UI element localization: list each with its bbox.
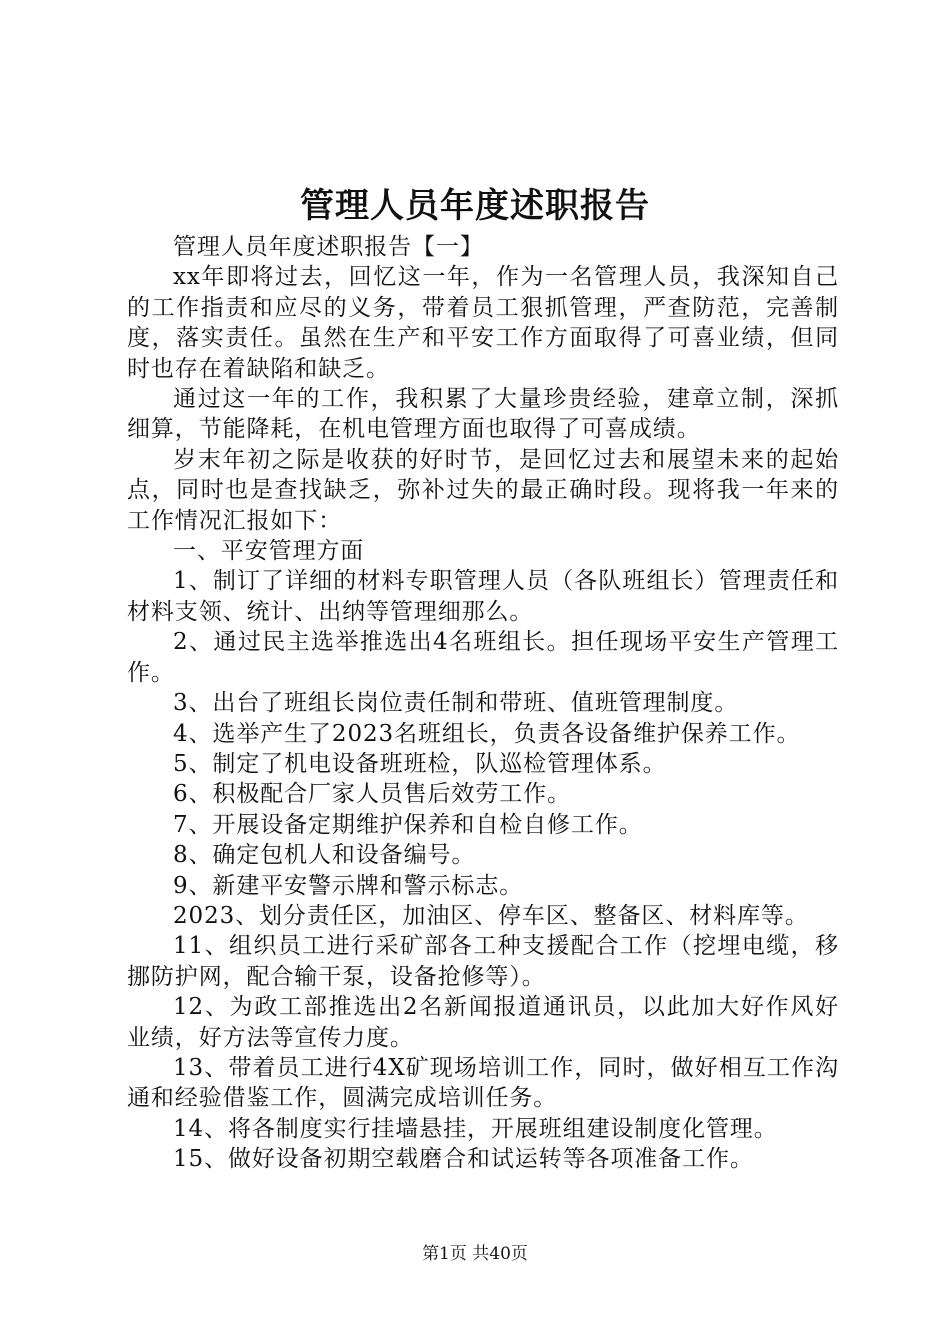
list-item: 2、通过民主选举推选出4名班组长。担任现场平安生产管理工作。: [127, 629, 839, 686]
list-item: 11、组织员工进行采矿部各工种支援配合工作（挖埋电缆，移挪防护网，配合输干泵，设备抢修等）。: [127, 933, 839, 990]
list-item: 6、积极配合厂家人员售后效劳工作。: [173, 781, 571, 808]
subsection-heading: 一、平安管理方面: [173, 538, 365, 565]
list-item: 9、新建平安警示牌和警示标志。: [173, 872, 524, 899]
list-item: 15、做好设备初期空载磨合和试运转等各项准备工作。: [173, 1146, 754, 1173]
list-item: 8、确定包机人和设备编号。: [173, 842, 476, 869]
list-item: 14、将各制度实行挂墙悬挂，开展班组建设制度化管理。: [173, 1115, 778, 1142]
document-body: [127, 232, 839, 1175]
list-item: 4、选举产生了2023名班组长，负责各设备维护保养工作。: [173, 720, 801, 747]
paragraph: xx年即将过去，回忆这一年，作为一名管理人员，我深知自己的工作指责和应尽的义务，带着员工狠抓管理，严查防范，完善制度，落实责任。虽然在生产和平安工作方面取得了可喜业绩，但同时也存在着缺陷和缺乏。: [127, 264, 839, 382]
paragraph: 通过这一年的工作，我积累了大量珍贵经验，建章立制，深抓细算，节能降耗，在机电管理方面也取得了可喜成绩。: [127, 386, 839, 443]
section-heading: 管理人员年度述职报告【一】: [173, 234, 484, 260]
paragraph: 岁末年初之际是收获的好时节，是回忆过去和展望未来的起始点，同时也是查找缺乏，弥补过失的最正确时段。现将我一年来的工作情况汇报如下：: [127, 446, 839, 534]
list-item: 13、带着员工进行4X矿现场培训工作，同时，做好相互工作沟通和经验借鉴工作，圆满完成培训任务。: [127, 1054, 839, 1112]
list-item: 3、出台了班组长岗位责任制和带班、值班管理制度。: [173, 690, 739, 717]
list-item: 2023、划分责任区，加油区、停车区、整备区、材料库等。: [173, 902, 809, 929]
list-item: 12、为政工部推选出2名新闻报道通讯员，以此加大好作风好业绩，好方法等宣传力度。: [127, 994, 839, 1051]
list-item: 7、开展设备定期维护保养和自检自修工作。: [173, 811, 643, 838]
page-footer: 第1页 共40页: [422, 1244, 528, 1264]
list-item: 5、制定了机电设备班班检，队巡检管理体系。: [173, 750, 667, 777]
document-title: 管理人员年度述职报告: [300, 186, 650, 226]
list-item: 1、制订了详细的材料专职管理人员（各队班组长）管理责任和材料支领、统计、出纳等管理细那么。: [127, 568, 839, 625]
